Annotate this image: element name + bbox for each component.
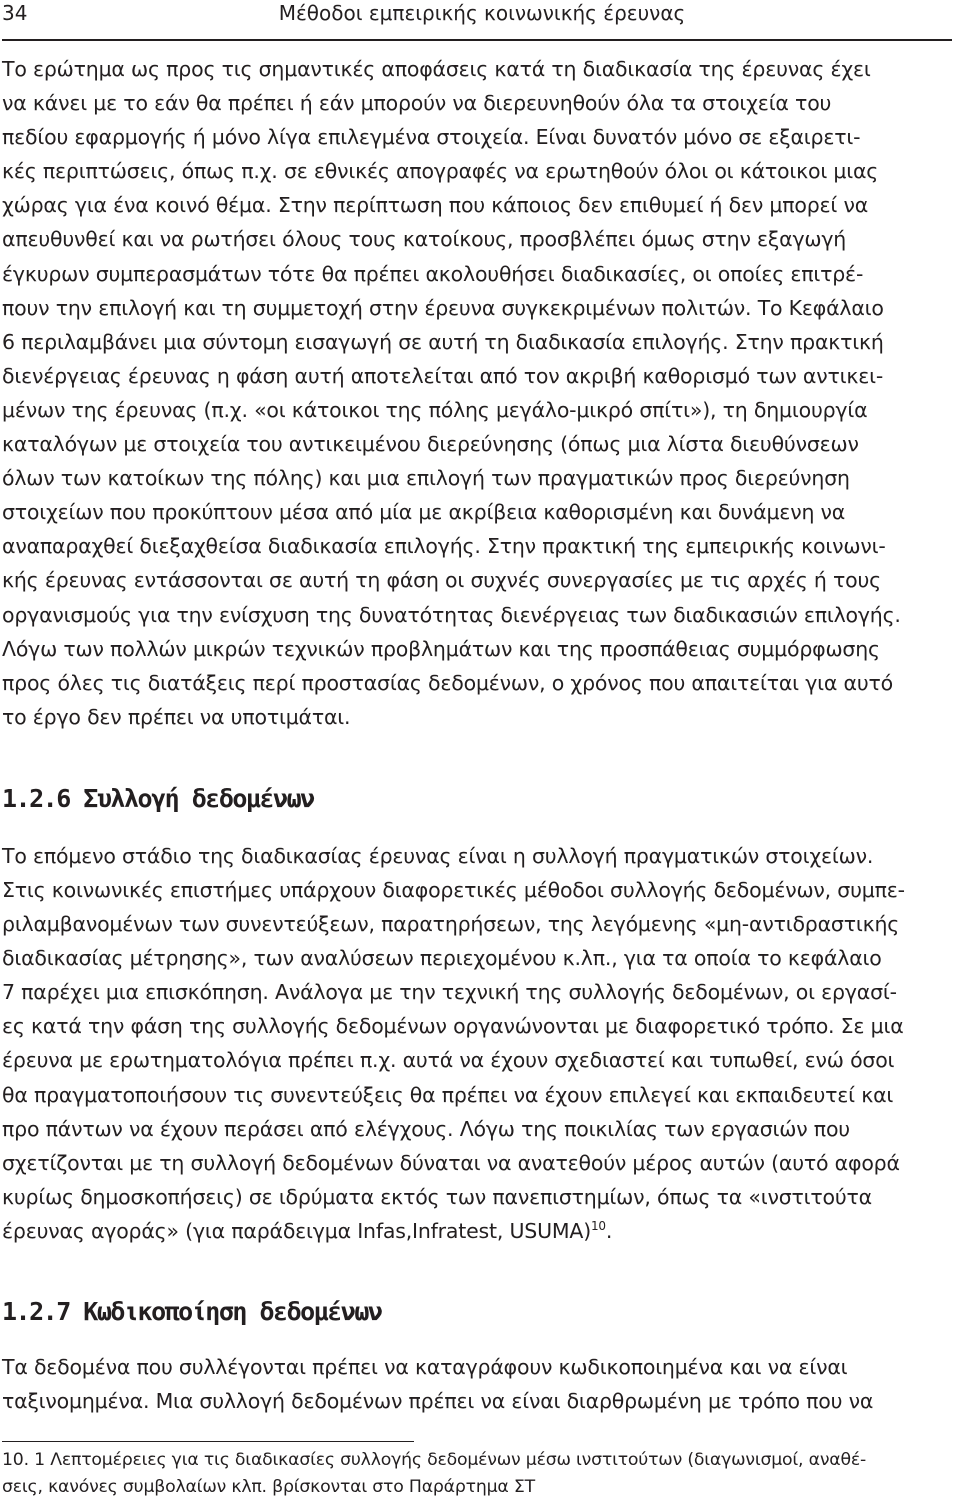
text-line: Λόγω των πολλών μικρών τεχνικών προβλημάτων και της προσπάθειας συμμόρφωσης [2, 636, 880, 661]
text-line: διενέργειας έρευνας η φάση αυτή αποτελείται από τον ακριβή καθορισμό των αντικει- [2, 363, 884, 388]
text-line: θα πραγματοποιήσουν τις συνεντεύξεις θα πρέπει να έχουν επιλεγεί και εκπαιδευτεί και [2, 1082, 894, 1107]
text-line: Το ερώτημα ως προς τις σημαντικές αποφάσεις κατά τη διαδικασία της έρευνας έχει [2, 57, 871, 81]
text-line: ταξινομημένα. Μια συλλογή δεδομένων πρέπει να είναι διαρθρωμένη με τρόπο που να [2, 1389, 874, 1414]
section-heading-1-2-6: 1.2.6 Συλλογή δεδομένων [2, 783, 314, 813]
footnote-rule [2, 1441, 414, 1442]
text-line: κής έρευνας εντάσσονται σε αυτή τη φάση οι συχνές συνεργασίες με τις αρχές ή τους [2, 568, 881, 593]
footnote-reference: 10 [591, 1219, 606, 1234]
text-line: καταλόγων με στοιχεία του αντικειμένου διερεύνησης (όπως μια λίστα διευθύνσεων [2, 432, 859, 457]
text-line: όλων των κατοίκων της πόλης) και μια επιλογή των πραγματικών προς διερεύνηση [2, 466, 850, 491]
text-line [2, 1214, 954, 1248]
text-line: 7 παρέχει μια επισκόπηση. Ανάλογα με την τεχνική της συλλογής δεδομένων, οι εργασί- [2, 980, 897, 1005]
running-title: Μέθοδοι εμπειρικής κοινωνικής έρευνας [278, 1, 686, 25]
text-line: οργανισμούς για την ενίσχυση της δυνατότητας διενέργειας των διαδικασιών επιλογής. [2, 602, 901, 627]
text-line: απευθυνθεί και να ρωτήσει όλους τους κατοίκους, προσβλέπει όμως στην εξαγωγή [2, 227, 847, 252]
last-line-text: έρευνας αγοράς» (για παράδειγμα Infas,Infratest, USUMA) [2, 1218, 591, 1243]
paragraph-1 [2, 52, 954, 734]
text-line: έρευνα με ερωτηματολόγια πρέπει π.χ. αυτά να έχουν σχεδιαστεί και τυπωθεί, ενώ όσοι [2, 1048, 895, 1073]
text-line: διαδικασίας μέτρησης», των αναλύσεων περιεχομένου κ.λπ., για τα οποία το κεφάλαιο [2, 946, 882, 971]
footnote-line: σεις, κανόνες συμβολαίων κλπ. βρίσκονται στο Παράρτημα ΣΤ [2, 1476, 535, 1497]
footnote-line: 10. 1 Λεπτομέρειες για τις διαδικασίες συλλογής δεδομένων μέσω ινστιτούτων (διαγωνισμοί, αναθέ- [2, 1450, 867, 1470]
text-line: προ πάντων να έχουν περάσει από ελέγχους. Λόγω της ποικιλίας των εργασιών που [2, 1116, 850, 1141]
page-header [2, 0, 948, 28]
text-line: Στις κοινωνικές επιστήμες υπάρχουν διαφορετικές μέθοδοι συλλογής δεδομένων, συμπε- [2, 877, 905, 902]
last-line-end: . [605, 1218, 613, 1243]
text-line: πουν την επιλογή και τη συμμετοχή στην έρευνα συγκεκριμένων πολιτών. Το Κεφάλαιο [2, 295, 884, 320]
body-text [2, 52, 954, 1418]
text-line: το έργο δεν πρέπει να υποτιμάται. [2, 704, 351, 729]
text-line: ριλαμβανομένων των συνεντεύξεων, παρατηρήσεων, της λεγόμενης «μη-αντιδραστικής [2, 912, 900, 937]
footnote [2, 1447, 952, 1500]
text-line: πεδίου εφαρμογής ή μόνο λίγα επιλεγμένα στοιχεία. Είναι δυνατόν μόνο σε εξαιρετι- [2, 125, 861, 150]
text-line: ες κατά την φάση της συλλογής δεδομένων οργανώνονται με διαφορετικό τρόπο. Σε μια [2, 1014, 904, 1039]
text-line: να κάνει με το εάν θα πρέπει ή εάν μπορούν να διερευνηθούν όλα τα στοιχεία του [2, 91, 832, 116]
text-line: κυρίως δημοσκοπήσεις) σε ιδρύματα εκτός των πανεπιστημίων, όπως τα «ινστιτούτα [2, 1184, 872, 1209]
text-line: σχετίζονται με τη συλλογή δεδομένων δύναται να ανατεθούν μέρος αυτών (αυτό αφορά [2, 1150, 900, 1175]
text-line: Τα δεδομένα που συλλέγονται πρέπει να καταγράφουν κωδικοποιημένα και να είναι [2, 1355, 848, 1379]
text-line: έγκυρων συμπερασμάτων τότε θα πρέπει ακολουθήσει διαδικασίες, οι οποίες επιτρέ- [2, 261, 864, 286]
paragraph-section-1-2-7 [2, 1350, 954, 1418]
page-number: 34 [2, 1, 28, 25]
text-line: στοιχείων που προκύπτουν μέσα από μία με ακρίβεια καθορισμένη και δυνάμενη να [2, 500, 846, 525]
text-line: 6 περιλαμβάνει μια σύντομη εισαγωγή σε αυτή τη διαδικασία επιλογής. Στην πρακτική [2, 329, 884, 354]
section-heading-1-2-7: 1.2.7 Κωδικοποίηση δεδομένων [2, 1297, 382, 1326]
header-rule [2, 39, 952, 41]
paragraph-section-1-2-6 [2, 839, 954, 1248]
text-line: χώρας για ένα κοινό θέμα. Στην περίπτωση που κάποιος δεν επιθυμεί ή δεν μπορεί να [2, 193, 869, 218]
text-line: κές περιπτώσεις, όπως π.χ. σε εθνικές απογραφές να ερωτηθούν όλοι οι κάτοικοι μιας [2, 159, 879, 184]
text-line: μένων της έρευνας (π.χ. «οι κάτοικοι της πόλης μεγάλο-μικρό σπίτι»), τη δημιουργία [2, 397, 868, 422]
text-line: Το επόμενο στάδιο της διαδικασίας έρευνας είναι η συλλογή πραγματικών στοιχείων. [2, 843, 874, 868]
text-line: προς όλες τις διατάξεις περί προστασίας δεδομένων, ο χρόνος που απαιτείται για αυτό [2, 670, 893, 695]
text-line: αναπαραχθεί διεξαχθείσα διαδικασία επιλογής. Στην πρακτική της εμπειρικής κοινωνι- [2, 534, 886, 559]
